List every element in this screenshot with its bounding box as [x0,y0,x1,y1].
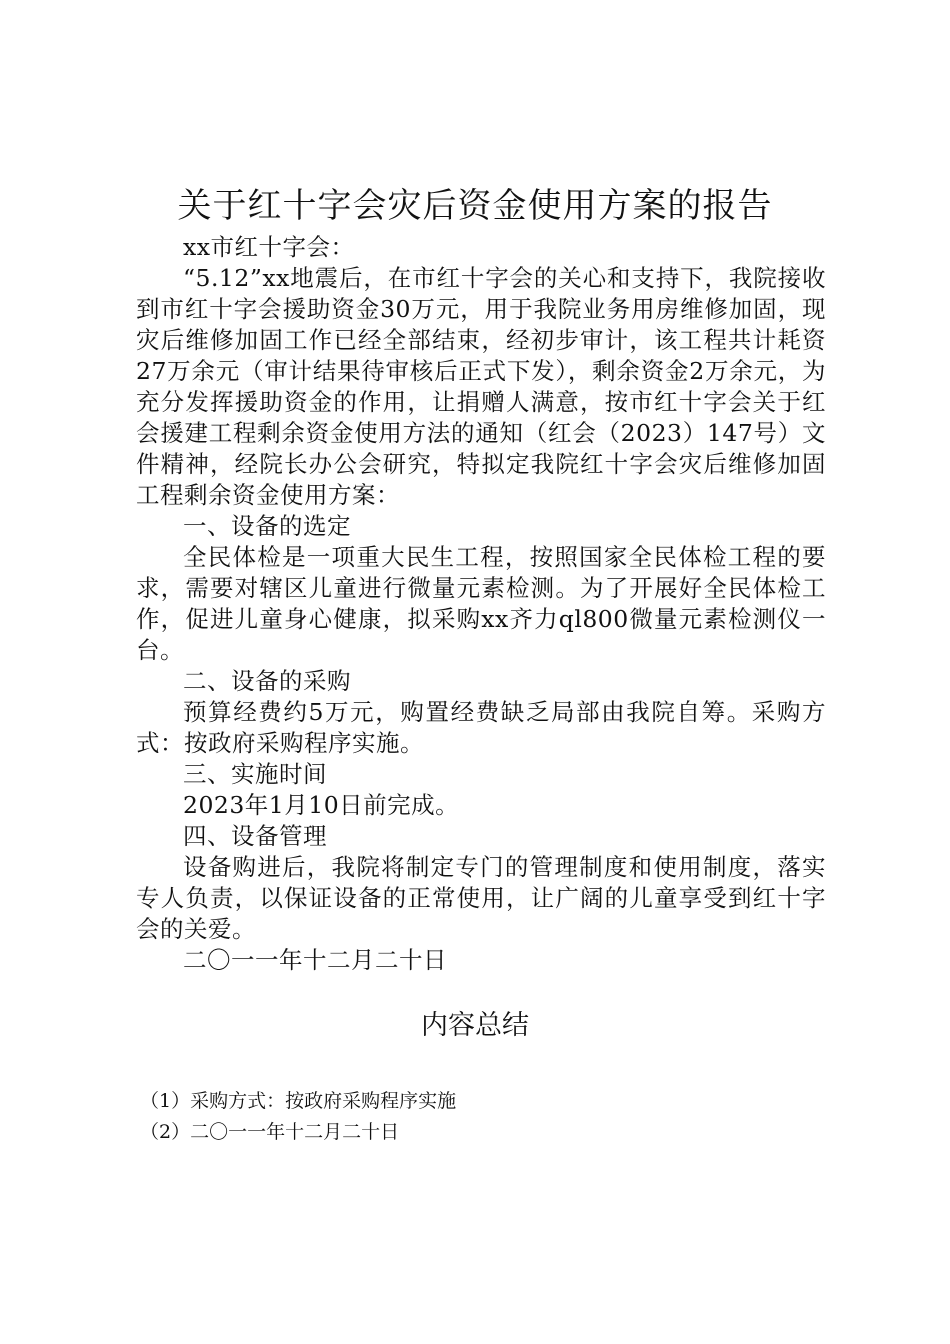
intro-paragraph: “5.12”xx地震后，在市红十字会的关心和支持下，我院接收到市红十字会援助资金30万元，用于我院业务用房维修加固，现灾后维修加固工作已经全部结束，经初步审计，该工程共计耗资27万余元（审计结果待审核后正式下发），剩余资金2万余元，为充分发挥援助资金的作用，让捐赠人满意，按市红十字会关于红会援建工程剩余资金使用方法的通知（红会（2023）147号）文件精神，经院长办公会研究，特拟定我院红十字会灾后维修加固工程剩余资金使用方案： [136,264,826,509]
summary-item: （1）采购方式：按政府采购程序实施 [140,1090,457,1112]
salutation: xx市红十字会： [183,233,355,261]
document-body [136,232,826,976]
summary-list [140,1086,820,1148]
section-heading-purchase: 二、设备的采购 [183,667,351,695]
summary-title: 内容总结 [421,1010,529,1041]
document-date: 二〇一一年十二月二十日 [183,946,447,974]
section-heading-schedule: 三、实施时间 [183,760,327,788]
document-title: 关于红十字会灾后资金使用方案的报告 [177,186,773,226]
section-heading-management: 四、设备管理 [183,822,327,850]
section-text-selection: 全民体检是一项重大民生工程，按照国家全民体检工程的要求，需要对辖区儿童进行微量元素检测。为了开展好全民体检工作，促进儿童身心健康，拟采购xx齐力ql800微量元素检测仪一台。 [136,543,826,664]
summary-item: （2）二〇一一年十二月二十日 [140,1121,400,1143]
section-text-schedule: 2023年1月10日前完成。 [183,791,460,819]
section-text-purchase: 预算经费约5万元，购置经费缺乏局部由我院自筹。采购方式：按政府采购程序实施。 [136,698,826,757]
section-heading-selection: 一、设备的选定 [183,512,351,540]
section-text-management: 设备购进后，我院将制定专门的管理制度和使用制度，落实专人负责，以保证设备的正常使用，让广阔的儿童享受到红十字会的关爱。 [136,853,826,943]
